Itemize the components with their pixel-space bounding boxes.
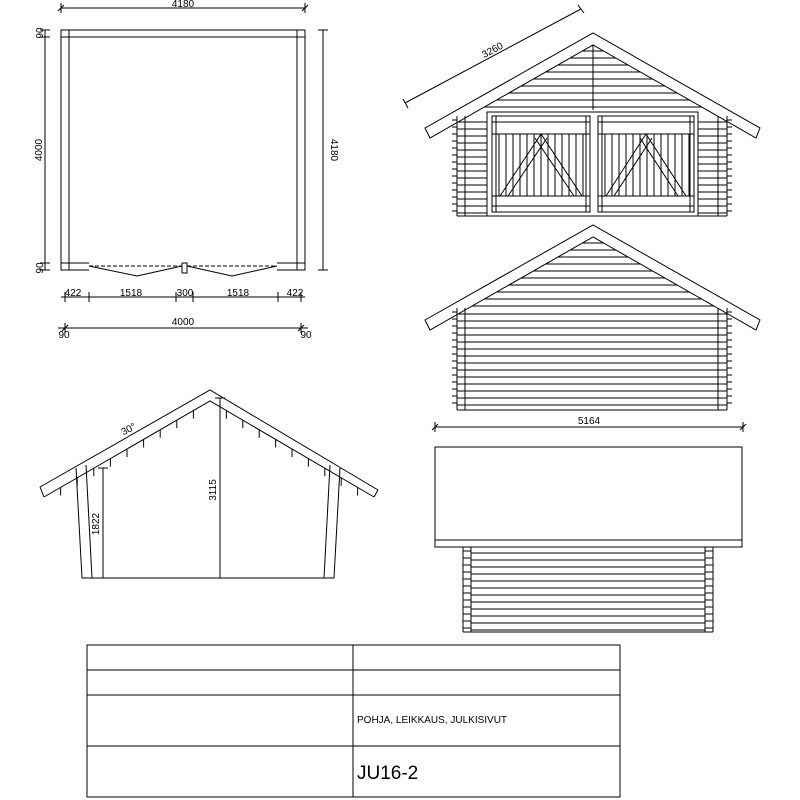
dim-door-segment: 422 xyxy=(286,288,304,299)
dim-plan-offset-bottom: 90 xyxy=(35,262,46,274)
dim-plan-width-top: 4180 xyxy=(171,0,195,10)
side-elevation xyxy=(432,422,746,632)
dim-plan-height-right: 4180 xyxy=(328,138,339,162)
dim-door-segment: 300 xyxy=(176,288,194,299)
dim-ridge-height: 3115 xyxy=(208,479,219,501)
title-block xyxy=(87,645,620,797)
dim-roof-slope-length: 3260 xyxy=(480,40,506,61)
dim-door-segment: 422 xyxy=(64,288,82,299)
front-elevation xyxy=(403,5,760,216)
dim-plan-height-left: 4000 xyxy=(34,138,45,162)
drawing-code: JU16-2 xyxy=(357,763,419,784)
roof-angle-label: 30° xyxy=(119,421,139,439)
drawing-description: POHJA, LEIKKAUS, JULKISIVUT xyxy=(357,715,508,726)
floor-plan xyxy=(40,3,328,333)
rear-elevation xyxy=(425,225,760,410)
dim-door-segment: 1518 xyxy=(226,288,250,299)
dim-plan-offset-bottom-right: 90 xyxy=(300,330,312,341)
dim-plan-offset-top: 90 xyxy=(35,27,46,39)
dim-plan-width-bottom: 4000 xyxy=(171,317,195,328)
dim-side-roof-length: 5164 xyxy=(577,416,601,427)
dim-plan-offset-bottom-left: 90 xyxy=(58,330,70,341)
dim-door-segment: 1518 xyxy=(119,288,143,299)
dim-wall-height: 1822 xyxy=(91,512,102,536)
